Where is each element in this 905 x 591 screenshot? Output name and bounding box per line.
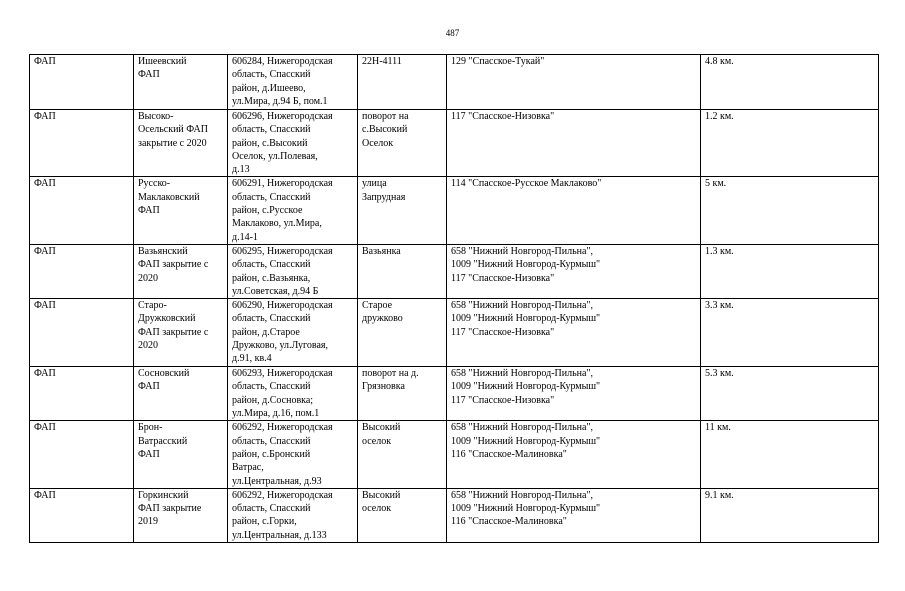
cell-type: ФАП bbox=[30, 299, 134, 367]
cell-stop: Вазьянка bbox=[358, 244, 447, 298]
cell-name: Ишеевский ФАП bbox=[134, 55, 228, 110]
cell-name: Старо- Дружковский ФАП закрытие с 2020 bbox=[134, 299, 228, 367]
cell-distance: 1.2 км. bbox=[701, 110, 879, 177]
cell-routes: 658 "Нижний Новгород-Пильна", 1009 "Нижний Новгород-Курмыш" 116 "Спасское-Малиновка" bbox=[447, 488, 701, 542]
cell-distance: 9.1 км. bbox=[701, 488, 879, 542]
cell-address: 606292, Нижегородская область, Спасский район, с.Горки, ул.Центральная, д.133 bbox=[228, 488, 358, 542]
cell-name: Брон- Ватрасский ФАП bbox=[134, 421, 228, 488]
cell-distance: 11 км. bbox=[701, 421, 879, 488]
cell-address: 606284, Нижегородская область, Спасский район, д.Ишеево, ул.Мира, д.94 Б, пом.1 bbox=[228, 55, 358, 110]
cell-address: 606296, Нижегородская область, Спасский район, с.Высокий Оселок, ул.Полевая, д.13 bbox=[228, 110, 358, 177]
page-number: 487 bbox=[445, 28, 460, 38]
cell-stop: 22Н-4111 bbox=[358, 55, 447, 110]
cell-type: ФАП bbox=[30, 488, 134, 542]
cell-routes: 114 "Спасское-Русское Маклаково" bbox=[447, 177, 701, 244]
cell-stop: улица Запрудная bbox=[358, 177, 447, 244]
cell-distance: 5.3 км. bbox=[701, 367, 879, 421]
cell-type: ФАП bbox=[30, 110, 134, 177]
cell-distance: 3.3 км. bbox=[701, 299, 879, 367]
cell-type: ФАП bbox=[30, 421, 134, 488]
table-row bbox=[30, 421, 879, 488]
cell-address: 606295, Нижегородская область, Спасский район, с.Вазьянка, ул.Советская, д.94 Б bbox=[228, 244, 358, 298]
table-row bbox=[30, 244, 879, 298]
cell-type: ФАП bbox=[30, 367, 134, 421]
cell-stop: Старое дружково bbox=[358, 299, 447, 367]
cell-name: Русско- Маклаковский ФАП bbox=[134, 177, 228, 244]
table-row bbox=[30, 367, 879, 421]
cell-routes: 658 "Нижний Новгород-Пильна", 1009 "Нижний Новгород-Курмыш" 117 "Спасское-Низовка" bbox=[447, 367, 701, 421]
cell-stop: Высокий оселок bbox=[358, 421, 447, 488]
table-row bbox=[30, 55, 879, 110]
cell-type: ФАП bbox=[30, 177, 134, 244]
cell-distance: 1.3 км. bbox=[701, 244, 879, 298]
cell-distance: 4.8 км. bbox=[701, 55, 879, 110]
cell-routes: 658 "Нижний Новгород-Пильна", 1009 "Нижний Новгород-Курмыш" 117 "Спасское-Низовка" bbox=[447, 244, 701, 298]
cell-name: Сосновский ФАП bbox=[134, 367, 228, 421]
table-row bbox=[30, 177, 879, 244]
cell-stop: Высокий оселок bbox=[358, 488, 447, 542]
table-row bbox=[30, 110, 879, 177]
cell-routes: 129 "Спасское-Тукай" bbox=[447, 55, 701, 110]
fap-table bbox=[29, 54, 879, 543]
cell-name: Высоко- Осельский ФАП закрытие с 2020 bbox=[134, 110, 228, 177]
cell-address: 606293, Нижегородская область, Спасский район, д.Сосновка; ул.Мира, д.16, пом.1 bbox=[228, 367, 358, 421]
table-row bbox=[30, 488, 879, 542]
cell-address: 606290, Нижегородская область, Спасский район, д.Старое Дружково, ул.Луговая, д.91, кв.4 bbox=[228, 299, 358, 367]
cell-distance: 5 км. bbox=[701, 177, 879, 244]
cell-stop: поворот на с.Высокий Оселок bbox=[358, 110, 447, 177]
cell-type: ФАП bbox=[30, 244, 134, 298]
cell-routes: 658 "Нижний Новгород-Пильна", 1009 "Нижний Новгород-Курмыш" 116 "Спасское-Малиновка" bbox=[447, 421, 701, 488]
cell-name: Горкинский ФАП закрытие 2019 bbox=[134, 488, 228, 542]
table-row bbox=[30, 299, 879, 367]
cell-routes: 117 "Спасское-Низовка" bbox=[447, 110, 701, 177]
cell-name: Вазьянский ФАП закрытие с 2020 bbox=[134, 244, 228, 298]
cell-stop: поворот на д. Грязновка bbox=[358, 367, 447, 421]
cell-routes: 658 "Нижний Новгород-Пильна", 1009 "Нижний Новгород-Курмыш" 117 "Спасское-Низовка" bbox=[447, 299, 701, 367]
cell-address: 606292, Нижегородская область, Спасский район, с.Бронский Ватрас, ул.Центральная, д.93 bbox=[228, 421, 358, 488]
cell-type: ФАП bbox=[30, 55, 134, 110]
cell-address: 606291, Нижегородская область, Спасский район, с.Русское Маклаково, ул.Мира, д.14-1 bbox=[228, 177, 358, 244]
